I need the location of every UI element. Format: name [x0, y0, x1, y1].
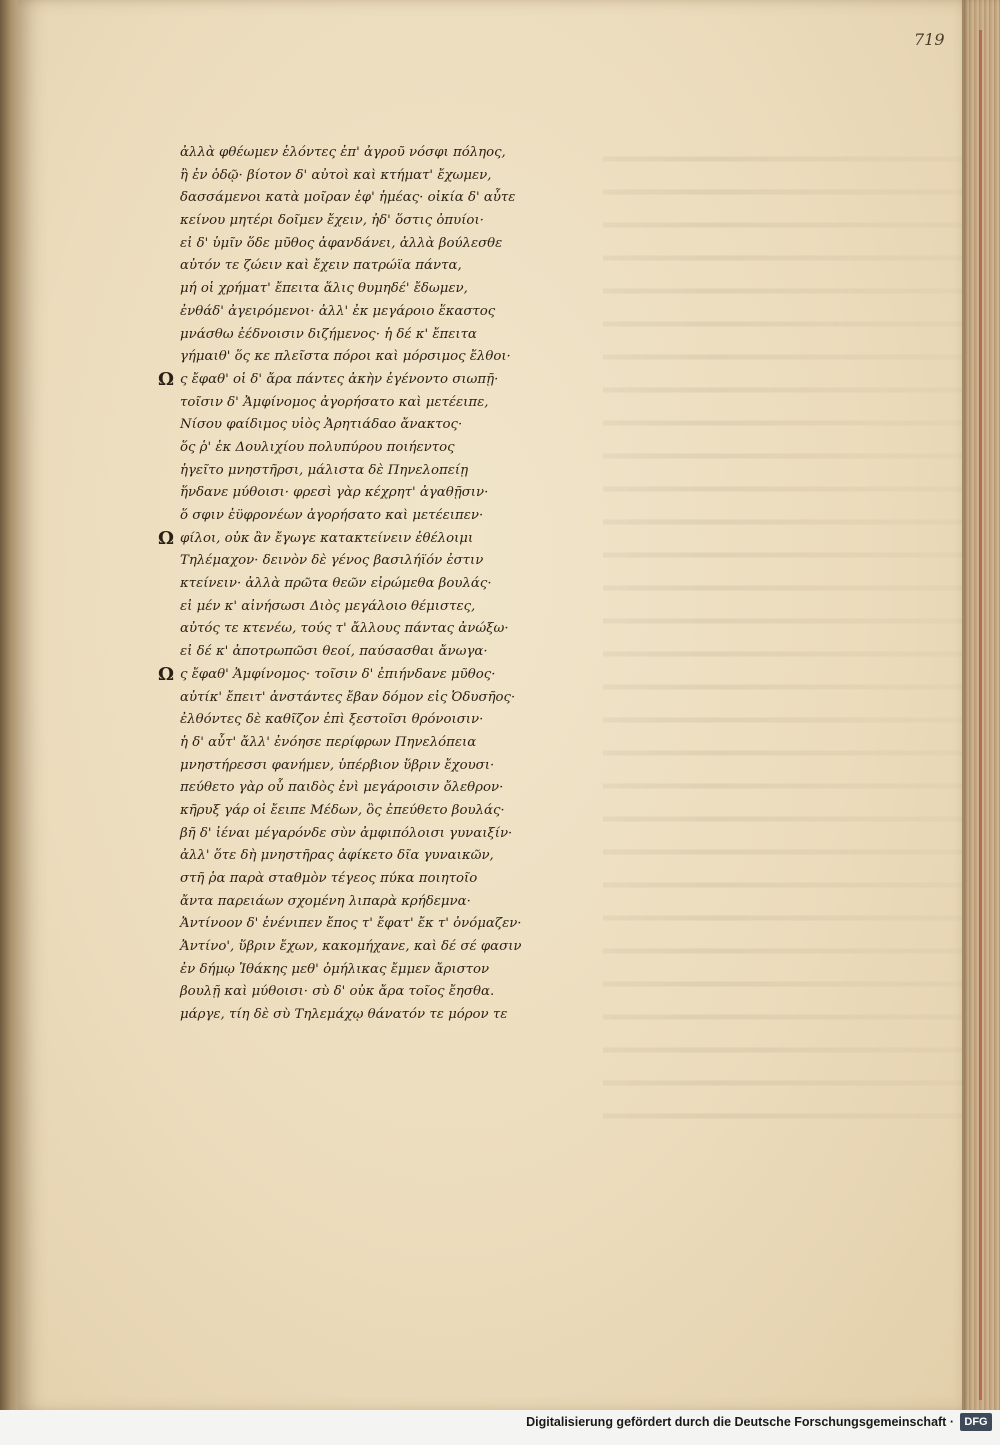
line-text: Νίσου φαίδιμος υἱὸς Ἀρητιάδαο ἄνακτος·: [180, 417, 463, 433]
text-line: [180, 709, 610, 732]
text-line: [180, 550, 610, 573]
line-text: μνηστήρεσσι φανήμεν, ὑπέρβιον ὕβριν ἔχουσι·: [180, 757, 495, 773]
line-text: ἥνδανε μύθοισι· φρεσὶ γὰρ κέχρητ' ἀγαθῇσιν·: [180, 485, 489, 501]
line-text: εἰ δέ κ' ἀποτρωπῶσι θεοί, παύσασθαι ἄνωγα·: [180, 644, 488, 660]
text-line: [180, 732, 610, 755]
line-text: αὐτός τε κτενέω, τούς τ' ἄλλους πάντας ἀνώξω·: [180, 621, 509, 637]
dfg-logo: DFG: [960, 1413, 992, 1431]
line-text: ἀλλ' ὅτε δὴ μνηστῆρας ἀφίκετο δῖα γυναικῶν,: [180, 848, 494, 864]
line-text: Ἀντίνοον δ' ἐνένιπεν ἔπος τ' ἔφατ' ἔκ τ' ὀνόμαζεν·: [180, 916, 522, 932]
text-line: [180, 278, 610, 301]
line-text: μάργε, τίη δὲ σὺ Τηλεμάχῳ θάνατόν τε μόρον τε: [180, 1007, 508, 1023]
line-text: μνάσθω ἐέδνοισιν διζήμενος· ἡ δέ κ' ἔπειτα: [180, 326, 477, 342]
line-text: πεύθετο γὰρ οὗ παιδὸς ἐνὶ μεγάροισιν ὄλεθρον·: [180, 780, 504, 796]
text-line: [180, 981, 610, 1004]
text-line: [158, 527, 610, 551]
line-text: ἄντα παρειάων σχομένη λιπαρὰ κρήδεμνα·: [180, 893, 471, 909]
text-line: [180, 210, 610, 233]
line-text: ὅς ῥ' ἐκ Δουλιχίου πολυπύρου ποιήεντος: [180, 439, 455, 455]
line-text: εἰ δ' ὑμῖν ὅδε μῦθος ἀφανδάνει, ἀλλὰ βούλεσθε: [180, 235, 503, 251]
initial-letter: Ω: [158, 527, 175, 549]
text-line: [180, 301, 610, 324]
line-text: στῆ ῥα παρὰ σταθμὸν τέγεος πύκα ποιητοῖο: [180, 871, 478, 886]
line-text: κείνου μητέρι δοῖμεν ἔχειν, ἠδ' ὅστις ὀπυίοι·: [180, 213, 484, 229]
line-text: εἰ μέν κ' αἰνήσωσι Διὸς μεγάλοιο θέμιστες,: [180, 598, 476, 614]
text-line: [180, 505, 610, 528]
text-line: [180, 868, 610, 891]
line-text: ἐνθάδ' ἀγειρόμενοι· ἀλλ' ἐκ μεγάροιο ἕκαστος: [180, 303, 496, 319]
text-line: [180, 596, 610, 619]
text-line: [180, 891, 610, 914]
line-text: γήμαιθ' ὅς κε πλεῖστα πόροι καὶ μόρσιμος ἔλθοι·: [180, 349, 511, 365]
line-text: αὐτίκ' ἔπειτ' ἀνστάντες ἔβαν δόμον εἰς Ὀδυσῆος·: [180, 689, 516, 705]
text-line: [180, 936, 610, 959]
text-line: [180, 618, 610, 641]
text-line: [180, 800, 610, 823]
text-line: [180, 324, 610, 347]
line-text: ἀλλὰ φθέωμεν ἑλόντες ἐπ' ἀγροῦ νόσφι πόληος,: [180, 145, 506, 160]
text-line: [180, 165, 610, 188]
line-text: ς ἔφαθ' Ἀμφίνομος· τοῖσιν δ' ἐπιήνδανε μῦθος·: [180, 666, 496, 682]
text-line: [180, 437, 610, 460]
greek-text-block: [158, 142, 610, 1027]
line-text: μή οἱ χρήματ' ἔπειτα ἅλις θυμηδέ' ἔδωμεν,: [180, 281, 468, 297]
line-text: ἡ δ' αὖτ' ἄλλ' ἐνόησε περίφρων Πηνελόπεια: [180, 734, 477, 750]
line-text: ἐν δήμῳ Ἰθάκης μεθ' ὁμήλικας ἔμμεν ἄριστον: [180, 961, 490, 977]
text-line: [180, 392, 610, 415]
text-line: [180, 255, 610, 278]
text-line: [158, 368, 610, 392]
text-line: [180, 482, 610, 505]
text-line: [180, 755, 610, 778]
text-line: [180, 1004, 610, 1027]
line-text: ἐλθόντες δὲ καθῖζον ἐπὶ ξεστοῖσι θρόνοισιν·: [180, 712, 484, 728]
text-line: [180, 573, 610, 596]
red-edge-stripe: [979, 30, 982, 1400]
folio-number: 719: [914, 30, 945, 49]
line-text: βουλῇ καὶ μύθοισι· σὺ δ' οὐκ ἄρα τοῖος ἔησθα.: [180, 984, 495, 1000]
line-text: βῆ δ' ἰέναι μέγαρόνδε σὺν ἀμφιπόλοισι γυναιξίν·: [180, 825, 513, 841]
verso-show-through: [603, 140, 963, 1140]
text-line: [158, 663, 610, 687]
line-text: κῆρυξ γάρ οἱ ἔειπε Μέδων, ὃς ἐπεύθετο βουλάς·: [180, 802, 505, 818]
line-text: αὐτόν τε ζώειν καὶ ἔχειν πατρώϊα πάντα,: [180, 258, 462, 274]
text-line: [180, 641, 610, 664]
initial-letter: Ω: [158, 663, 175, 685]
line-text: ς ἔφαθ' οἱ δ' ἄρα πάντες ἀκὴν ἐγένοντο σιωπῇ·: [180, 371, 499, 387]
text-line: [180, 414, 610, 437]
dfg-credit: Digitalisierung gefördert durch die Deutsche Forschungsgemeinschaft ·: [526, 1415, 954, 1429]
line-text: ἢ ἐν ὁδῷ· βίοτον δ' αὐτοὶ καὶ κτήματ' ἔχωμεν,: [180, 167, 492, 183]
text-line: [180, 346, 610, 369]
line-text: δασσάμενοι κατὰ μοῖραν ἐφ' ἡμέας· οἰκία δ' αὖτε: [180, 190, 516, 206]
text-line: [180, 460, 610, 483]
line-text: φίλοι, οὐκ ἂν ἔγωγε κατακτείνειν ἐθέλοιμι: [180, 530, 474, 546]
line-text: Ἀντίνο', ὕβριν ἔχων, κακομήχανε, καὶ δέ σέ φασιν: [180, 939, 522, 955]
text-line: [180, 959, 610, 982]
text-line: [180, 913, 610, 936]
line-text: ἡγεῖτο μνηστῆρσι, μάλιστα δὲ Πηνελοπείῃ: [180, 462, 469, 478]
line-text: κτείνειν· ἀλλὰ πρῶτα θεῶν εἰρώμεθα βουλάς·: [180, 576, 492, 592]
text-line: [180, 142, 610, 165]
line-text: ὅ σφιν ἐϋφρονέων ἀγορήσατο καὶ μετέειπεν·: [180, 508, 484, 523]
text-line: [180, 187, 610, 210]
text-line: [180, 777, 610, 800]
text-line: [180, 845, 610, 868]
line-text: Τηλέμαχον· δεινὸν δὲ γένος βασιλήϊόν ἐστιν: [180, 553, 484, 569]
text-line: [180, 823, 610, 846]
text-line: [180, 687, 610, 710]
text-line: [180, 233, 610, 256]
initial-letter: Ω: [158, 368, 175, 390]
line-text: τοῖσιν δ' Ἀμφίνομος ἀγορήσατο καὶ μετέειπε,: [180, 394, 489, 410]
